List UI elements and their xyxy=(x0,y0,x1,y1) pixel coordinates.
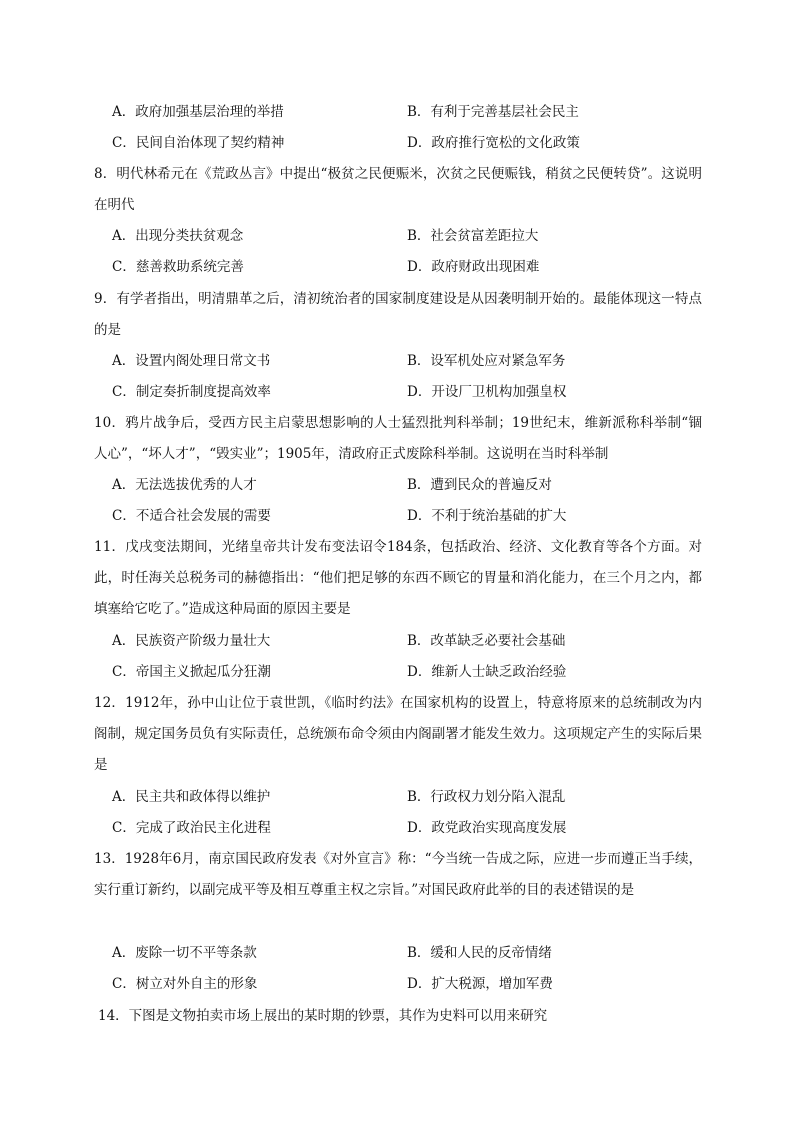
q7-options xyxy=(112,97,702,159)
q9-option-c[interactable]: C．制定奏折制度提高效率 xyxy=(112,384,271,400)
q8-stem: 8．明代林希元在《荒政丛言》中提出“极贫之民便赈米，次贫之民便赈钱，稍贫之民便转贷”。这说明在明代 xyxy=(94,166,702,213)
q12-stem: 12．1912年，孙中山让位于袁世凯，《临时约法》在国家机构的设置上，特意将原来的总统制改为内阁制，规定国务员负有实际责任，总统颁布命令须由内阁副署才能发生效力。这项规定产生的实际后果是 xyxy=(94,695,702,773)
q8-option-c[interactable]: C．慈善救助系统完善 xyxy=(112,259,244,275)
q12-option-a[interactable]: A．民主共和政体得以维护 xyxy=(112,789,271,805)
q9-stem: 9．有学者指出，明清鼎革之后，清初统治者的国家制度建设是从因袭明制开始的。最能体现这一特点的是 xyxy=(94,291,702,338)
q10-options xyxy=(112,470,702,532)
q9-options xyxy=(112,346,702,408)
q11-options xyxy=(112,626,702,688)
q12-option-b[interactable]: B．行政权力划分陷入混乱 xyxy=(407,789,566,805)
q11-option-c[interactable]: C．帝国主义掀起瓜分狂潮 xyxy=(112,664,271,680)
q9-option-a[interactable]: A．设置内阁处理日常文书 xyxy=(112,353,271,369)
q12-option-c[interactable]: C．完成了政治民主化进程 xyxy=(112,820,271,836)
q11-option-d[interactable]: D．维新人士缺乏政治经验 xyxy=(407,664,567,680)
q13-option-a[interactable]: A．废除一切不平等条款 xyxy=(112,945,257,961)
q9-option-b[interactable]: B．设军机处应对紧急军务 xyxy=(407,353,566,369)
q10-option-a[interactable]: A．无法选拔优秀的人才 xyxy=(112,477,257,493)
q10-option-d[interactable]: D．不利于统治基础的扩大 xyxy=(407,508,567,524)
q10-option-c[interactable]: C．不适合社会发展的需要 xyxy=(112,508,271,524)
q11-option-a[interactable]: A．民族资产阶级力量壮大 xyxy=(112,633,271,649)
q12-options xyxy=(112,782,702,844)
q8-option-a[interactable]: A．出现分类扶贫观念 xyxy=(112,228,244,244)
q7-option-d[interactable]: D．政府推行宽松的文化政策 xyxy=(407,135,580,151)
q11-option-b[interactable]: B．改革缺乏必要社会基础 xyxy=(407,633,566,649)
q8-options xyxy=(112,221,702,283)
q14-stem: 14．下图是文物拍卖市场上展出的某时期的钞票，其作为史料可以用来研究 xyxy=(98,1008,548,1024)
q12-option-d[interactable]: D．政党政治实现高度发展 xyxy=(407,820,567,836)
q9-option-d[interactable]: D．开设厂卫机构加强皇权 xyxy=(407,384,567,400)
q7-option-c[interactable]: C．民间自治体现了契约精神 xyxy=(112,135,285,151)
q7-option-b[interactable]: B．有利于完善基层社会民主 xyxy=(407,104,579,120)
q8-option-b[interactable]: B．社会贫富差距拉大 xyxy=(407,228,539,244)
q7-option-a[interactable]: A．政府加强基层治理的举措 xyxy=(112,104,284,120)
q13-stem: 13．1928年6月，南京国民政府发表《对外宣言》称：“今当统一告成之际，应进一步而遵正当手续，实行重订新约，以副完成平等及相互尊重主权之宗旨。”对国民政府此举的目的表述错误的是 xyxy=(94,851,702,898)
q8-option-d[interactable]: D．政府财政出现困难 xyxy=(407,259,540,275)
q11-stem: 11．戊戌变法期间，光绪皇帝共计发布变法诏令184条，包括政治、经济、文化教育等各个方面。对此，时任海关总税务司的赫德指出：“他们把足够的东西不顾它的胃量和消化能力，在三个月之内，都填塞给它吃了。”造成这种局面的原因主要是 xyxy=(94,539,702,617)
q13-options xyxy=(112,938,702,1000)
q10-stem: 10．鸦片战争后，受西方民主启蒙思想影响的人士猛烈批判科举制；19世纪末，维新派称科举制“锢人心”，“坏人才”，“毁实业”；1905年，清政府正式废除科举制。这说明在当时科举制 xyxy=(94,415,702,462)
q13-option-b[interactable]: B．缓和人民的反帝情绪 xyxy=(407,945,552,961)
q13-option-c[interactable]: C．树立对外自主的形象 xyxy=(112,976,258,992)
q13-option-d[interactable]: D．扩大税源，增加军费 xyxy=(407,976,553,992)
q10-option-b[interactable]: B．遭到民众的普遍反对 xyxy=(407,477,552,493)
